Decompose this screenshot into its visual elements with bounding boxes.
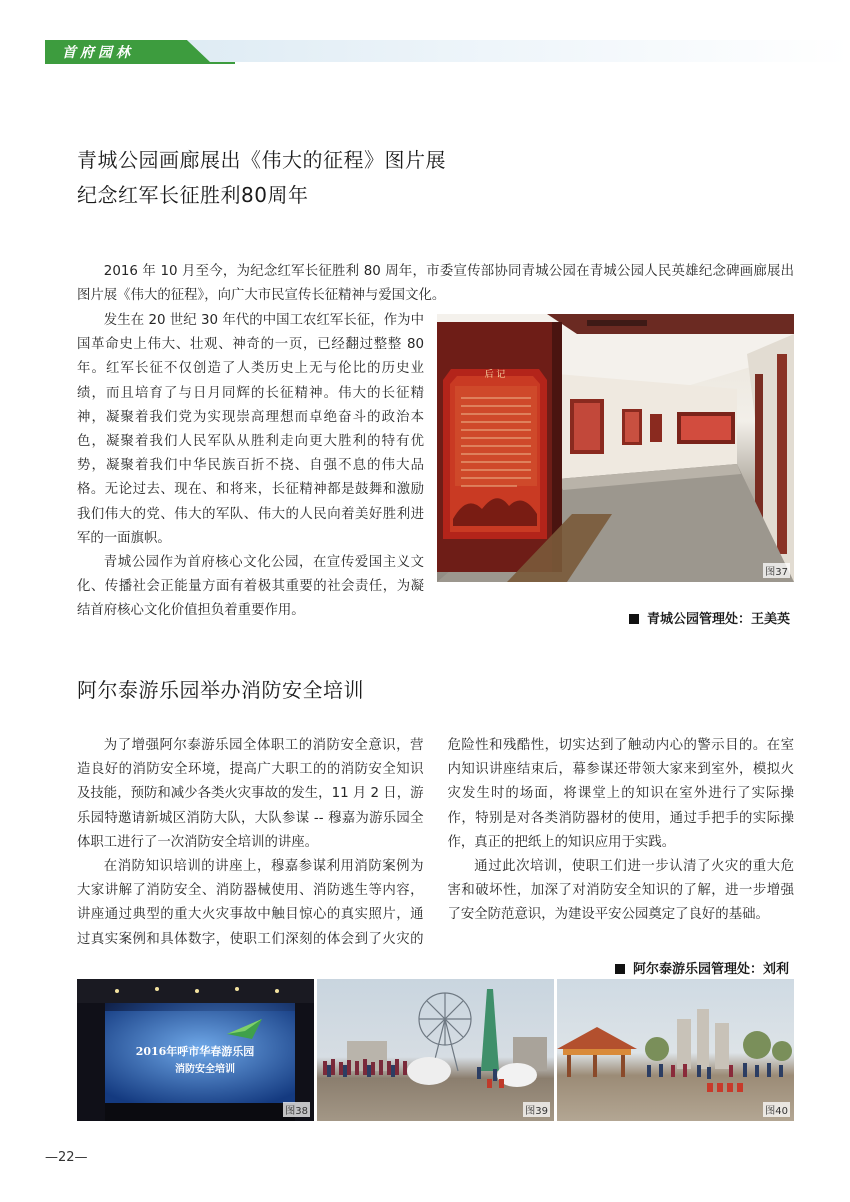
article2-body <box>77 734 794 974</box>
article1-credit <box>629 608 790 627</box>
fire-drill-photo-ferris-wheel <box>317 979 554 1121</box>
article1-paragraph-3: 青城公园作为首府核心文化公园，在宣传爱国主义文化、传播社会正能量方面有着极其重要的社会责任，为凝结首府核心文化价值担负着重要作用。 <box>77 555 424 619</box>
article1-credit-text: 青城公园管理处：王美英 <box>647 612 791 627</box>
square-bullet-icon <box>615 964 625 974</box>
article1-paragraph-1: 2016 年 10 月至今，为纪念红军长征胜利 80 周年，市委宣传部协同青城公园在青城公园人民英雄纪念碑画廊展出图片展《伟大的征程》，向广大市民宣传长征精神与爱国文化。 <box>77 264 794 304</box>
article2-credit <box>615 958 789 977</box>
figure-label-39: 图39 <box>523 1102 550 1117</box>
gallery-photo <box>437 314 794 582</box>
article2-credit-text: 阿尔泰游乐园管理处：刘利 <box>633 962 790 977</box>
article1-title-line2: 纪念红军长征胜利80周年 <box>77 183 309 207</box>
article2-title: 阿尔泰游乐园举办消防安全培训 <box>77 678 364 702</box>
screen-line-2: 消防安全培训 <box>175 1064 235 1075</box>
article1-paragraph-2: 发生在 20 世纪 30 年代的中国工农红军长征，作为中国革命史上伟大、壮观、神奇的一页，已经翻过整整 80 年。红军长征不仅创造了人类历史上无与伦比的历史业绩，而且培育了与日月同辉的长征精神。伟大的长征精神，凝聚着我们党为实现崇高理想而卓绝奋斗的政治本色，凝聚着我们人民军队从胜利走向更大胜利的特有优势，凝聚着我们中华民族百折不挠、自强不息的伟大品格。无论过去、现在、和将来，长征精神都是鼓舞和激励我们伟大的党、伟大的军队、伟大的人民向着美好胜利进军的一面旗帜。 <box>77 313 424 546</box>
screen-line-1: 2016年呼市华春游乐园 <box>135 1045 255 1058</box>
training-hall-illustration <box>77 979 314 1121</box>
training-hall-photo <box>77 979 314 1121</box>
fire-drill-photo-pavilion <box>557 979 794 1121</box>
fire-drill-illustration-2 <box>557 979 794 1121</box>
board-title: 后 记 <box>484 370 506 380</box>
figure-label-37: 图37 <box>763 563 790 578</box>
article1-title-line1: 青城公园画廊展出《伟大的征程》图片展 <box>77 148 446 172</box>
article2-paragraph-3: 通过此次培训，使职工们进一步认清了火灾的重大危害和破坏性，加深了对消防安全知识的了解，进一步增强了安全防范意识，为建设平安公园奠定了良好的基础。 <box>447 859 794 923</box>
article1-left-column <box>77 309 424 624</box>
page-number: —22— <box>45 1150 88 1165</box>
article2-paragraph-2: 在消防知识培训的讲座上，穆嘉参谋利用消防案例为大家讲解了消防安全、消防器械使用、消防逃生等内容，讲座通过典型的重大火灾事故中触目惊心的真实照片，通过真实案例和具体数字，使职工们深刻的体会到了火灾的危险性和残酷性，切实达到了触动内心的警示目的。在室内知识讲座结束后，幕参谋还带领大家来到室外，模拟火灾发生时的场面，将课堂上的知识在室外进行了实际操作，特别是对各类消防器材的使用，通过手把手的实际操作，真正的把纸上的知识应用于实践。 <box>77 738 794 947</box>
square-bullet-icon <box>629 614 639 624</box>
figure-label-40: 图40 <box>763 1102 790 1117</box>
gallery-corridor-illustration <box>437 314 794 582</box>
section-underline <box>45 62 235 64</box>
fire-drill-illustration-1 <box>317 979 554 1121</box>
section-label: 首府园林 <box>62 45 134 61</box>
article2-paragraph-1: 为了增强阿尔泰游乐园全体职工的消防安全意识，营造良好的消防安全环境，提高广大职工的的消防安全知识及技能，预防和减少各类火灾事故的发生，11 月 2 日，游乐园特邀请新城区消防大队，大队参谋 -- 穆嘉为游乐园全体职工进行了一次消防安全培训的讲座。 <box>77 738 424 850</box>
figure-label-38: 图38 <box>283 1102 310 1117</box>
